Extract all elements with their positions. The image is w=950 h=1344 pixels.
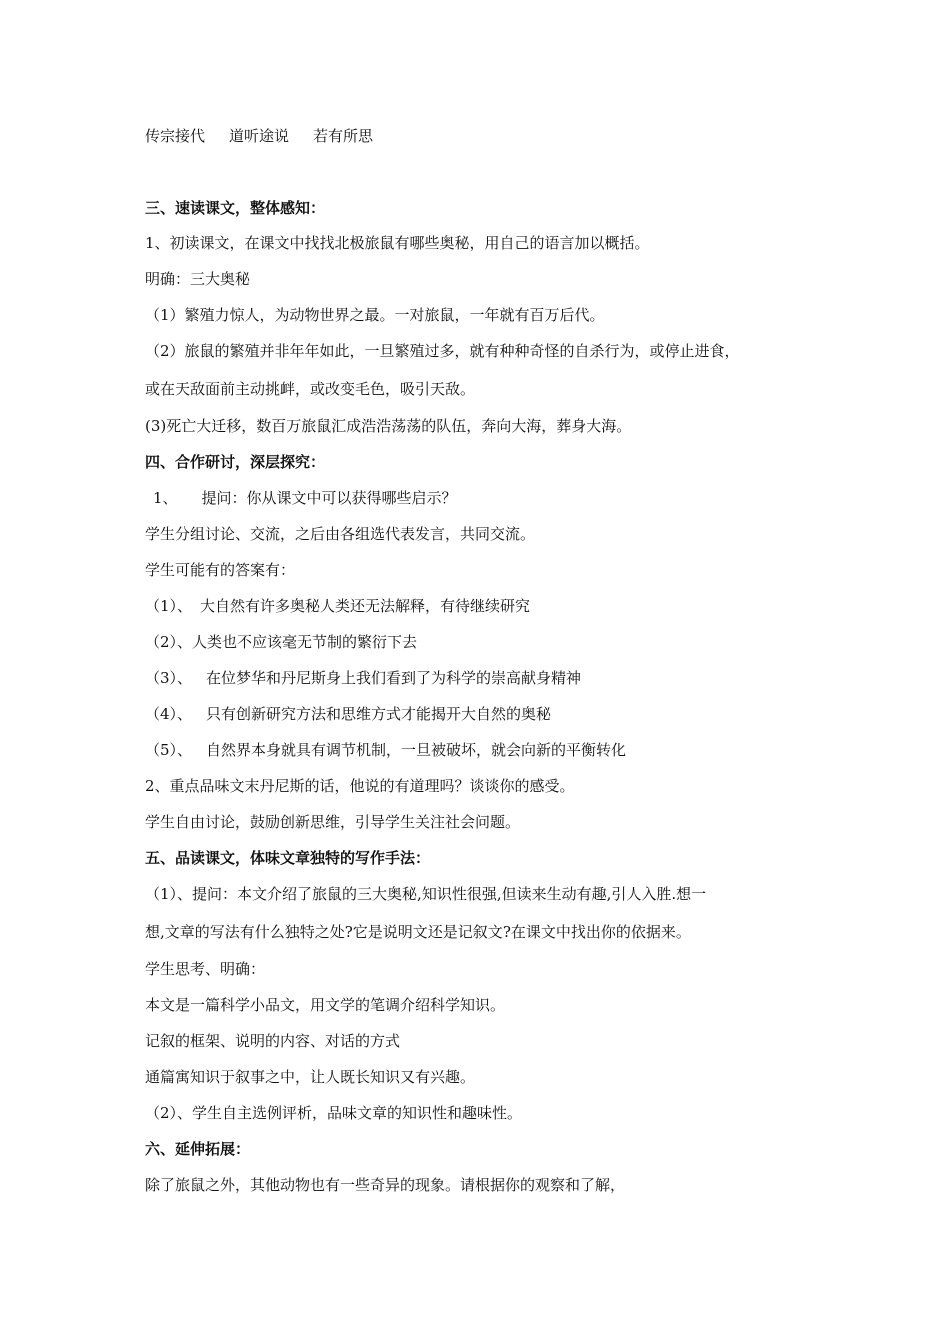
list-item-number: （1）、 xyxy=(145,597,193,615)
possible-answers-label: 学生可能有的答案有： xyxy=(145,561,296,579)
section-6-text: 除了旅鼠之外，其他动物也有一些奇异的现象。请根据你的观察和了解， xyxy=(145,1176,626,1194)
list-item-number: （5）、 xyxy=(145,741,193,759)
answer-item-2-line-2: 或在天敌面前主动挑衅，或改变毛色，吸引天敌。 xyxy=(145,380,476,398)
answer-line-1: 本文是一篇科学小品文，用文学的笔调介绍科学知识。 xyxy=(145,996,506,1014)
list-item-text: 人类也不应该毫无节制的繁衍下去 xyxy=(192,633,418,651)
answer-line-2: 记叙的框架、说明的内容、对话的方式 xyxy=(145,1032,401,1050)
list-item xyxy=(145,668,825,688)
section-3-heading: 三、速读课文，整体感知： xyxy=(145,199,326,217)
question-text: 提问：你从课文中可以获得哪些启示？ xyxy=(201,489,457,507)
vocab-line xyxy=(145,126,825,146)
answer-item-2-line-1: （2）旅鼠的繁殖并非年年如此，一旦繁殖过多，就有种种奇怪的自杀行为，或停止进食， xyxy=(145,342,740,360)
think-label: 学生思考、明确： xyxy=(145,960,266,978)
vocab-word: 道听途说 xyxy=(229,127,290,145)
section-6-heading: 六、延伸拓展： xyxy=(145,1140,251,1158)
section-5-question-1-line-2: 想,文章的写法有什么独特之处?它是说明文还是记叙文?在课文中找出你的依据来。 xyxy=(145,923,691,941)
section-5-question-2: （2）、学生自主选例评析，品味文章的知识性和趣味性。 xyxy=(145,1104,523,1122)
section-4-heading: 四、合作研讨，深层探究： xyxy=(145,453,326,471)
list-item-number: （4）、 xyxy=(145,705,193,723)
section-4-question-1 xyxy=(145,488,825,508)
section-4-question-2-answer: 学生自由讨论，鼓励创新思维，引导学生关注社会问题。 xyxy=(145,813,521,831)
section-3-question-1: 1、初读课文，在课文中找找北极旅鼠有哪些奥秘，用自己的语言加以概括。 xyxy=(145,234,650,252)
discussion-line: 学生分组讨论、交流，之后由各组选代表发言，共同交流。 xyxy=(145,525,536,543)
list-item xyxy=(145,740,825,760)
section-5-question-1-line-1: （1）、提问：本文介绍了旅鼠的三大奥秘,知识性很强,但读来生动有趣,引人入胜.想一 xyxy=(145,885,707,903)
answer-label: 明确：三大奥秘 xyxy=(145,270,251,288)
list-item-text: 在位梦华和丹尼斯身上我们看到了为科学的崇高献身精神 xyxy=(206,669,582,687)
vocab-word: 若有所思 xyxy=(313,127,374,145)
vocab-word: 传宗接代 xyxy=(145,127,206,145)
list-item-text: 自然界本身就具有调节机制，一旦被破坏，就会向新的平衡转化 xyxy=(206,741,627,759)
answer-item-3: (3)死亡大迁移，数百万旅鼠汇成浩浩荡荡的队伍，奔向大海，葬身大海。 xyxy=(145,417,632,435)
list-item-number: （2）、 xyxy=(145,633,193,651)
list-item-number: （3）、 xyxy=(145,669,193,687)
answer-line-3: 通篇寓知识于叙事之中，让人既长知识又有兴趣。 xyxy=(145,1068,476,1086)
list-item xyxy=(145,632,825,652)
section-4-question-2: 2、重点品味文末丹尼斯的话，他说的有道理吗？谈谈你的感受。 xyxy=(145,777,575,795)
question-number: 1、 xyxy=(153,489,178,507)
section-5-heading: 五、品读课文，体味文章独特的写作手法： xyxy=(145,849,431,867)
answer-item-1: （1）繁殖力惊人，为动物世界之最。一对旅鼠，一年就有百万后代。 xyxy=(145,306,605,324)
list-item xyxy=(145,596,825,616)
list-item-text: 大自然有许多奥秘人类还无法解释，有待继续研究 xyxy=(200,597,531,615)
list-item xyxy=(145,704,825,724)
list-item-text: 只有创新研究方法和思维方式才能揭开大自然的奥秘 xyxy=(206,705,552,723)
